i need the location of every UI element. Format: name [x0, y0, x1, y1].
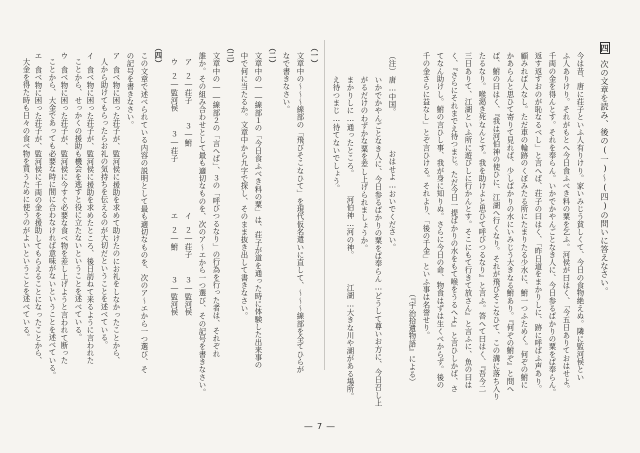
q4-option-u-text: 食べ物に困った荘子が、監河侯に今すぐ必要な食べ物を差し上げようと言われて断った — [60, 66, 69, 365]
passage-line: たるなり。喉渇き死なんとす。我を助けよと思ひて呼びつるなり』と言ふ。答へて曰はく、『吾今二 — [478, 52, 487, 393]
passage-line: く、『さらにそれまでえ待つまじ。ただ今日一提ばかりの水をもて喉をうるへよ』と言ひしかば、さ — [450, 52, 459, 393]
q4-option-e-text: 食べ物に困った荘子が、監河侯に千両の金を援助してもらえることになったことから、 — [34, 66, 43, 365]
passage-line: てなん助けし。鮒の言ひし事、我が身に知りぬ。さらに今日の命、物食はずは生くべからず。後の — [436, 52, 445, 389]
passage-line: 三日ありて、江湖といふ所に遊びしに行かんとす。そこにもて行きて放さん』と言ふに、魚の曰は — [464, 52, 473, 389]
q4-option-a-text: 人から助けてもらったらお礼の気持ちを伝えるのが大切だということを述べている。 — [100, 58, 109, 349]
question-number-box: 四 — [600, 44, 610, 53]
question-4-number: （四） — [154, 44, 163, 67]
passage-line: 今は昔、唐に荘子といふ人有りけり。家いみじう貧しくて、今日の食物絶えぬ。隣に監河侯とい — [576, 52, 585, 381]
q3-option-i-part3: ３―監河侯 — [184, 276, 193, 316]
question-4-text: の記号を書きなさい。 — [126, 52, 135, 129]
source-citation: （『宇治拾遺物語』による） — [408, 290, 417, 386]
q3-option-e-letter: エ — [170, 212, 179, 220]
passage-line: 千の金さらに益なし」とぞ言ひける。それより、「後の千金」といふ事は名誉せり。 — [422, 52, 431, 339]
q3-option-a-part2: ２―荘子 — [184, 72, 193, 105]
question-2-number: （二） — [268, 44, 277, 67]
q4-option-a-text: 食べ物に困った荘子が、監河侯に援助を求めて助けたのにお礼をしなかったことから、 — [112, 66, 121, 365]
question-3-number: （三） — [226, 44, 235, 67]
section-divider — [324, 40, 325, 370]
q4-option-e-text: 大金を得た時も日々の食べ物を買うために使うのがよいということを述べている。 — [22, 58, 31, 342]
question-3-text: 誰か。その組み合わせとして最も適切なものを、次のア～エから一つ選び、その記号を書きなさい。 — [198, 52, 207, 397]
page-number: ― 7 ― — [304, 422, 336, 431]
q3-option-a-part3: ３―鮒 — [184, 122, 193, 147]
note-item: え待つまじ…待てないでしょう。 — [332, 76, 341, 193]
note-item: 河伯神…河の神。 — [346, 196, 355, 259]
question-4-text: この文章で述べられている内容の説明として最も適切なものを、次のア～エから一つ選び、そ — [140, 52, 149, 374]
q3-option-u-part2: ２―監河侯 — [170, 72, 179, 112]
note-item: いかでかやんごとなき人に、今日参るばかりの粟をば奉らん…どうして尊いお方に、今日召し上 — [374, 76, 383, 407]
passage-line: 千両の金を得んとす。それを奉らん。いかでかやんごとなき人に、今日参るばかりの粟をば奉らん。 — [548, 52, 557, 397]
question-1-text: 文章中の～～～線部の「飛びそこなひて」を現代仮名遣いに直して、～～～線部を全てひらが — [296, 52, 305, 374]
note-item: おはせよ…おいでください。 — [388, 150, 397, 252]
notes-label: （注） — [388, 52, 397, 75]
passage-line: かあらんと思ひて寄りて見れば、少しばかりの水にいみじう大きなる鮒あり。『何ぞの鮒ぞ』と問へ — [506, 52, 515, 393]
q3-option-i-letter: イ — [184, 212, 193, 220]
note-item: がるだけのわずかな粟を差し上げられましょうか。 — [360, 76, 369, 252]
q4-option-i-text: 食べ物に困った荘子が、監河侯に援助を求めたところ、後日訪ねて来るように言われた — [86, 66, 95, 365]
question-2-text: 中で何に当たるか。文章中から九字で探し、そのまま抜き出して書きなさい。 — [240, 52, 249, 320]
q3-option-e-part3: ３―監河侯 — [170, 276, 179, 316]
note-item: まかりしに…通ったところ。 — [346, 76, 355, 178]
q3-option-u-part3: ３―荘子 — [170, 130, 179, 163]
q3-option-e-part2: ２―鮒 — [170, 226, 179, 251]
passage-line: 顧みれば人なし。ただ車の輪跡のくぼみたる所にたまりたる少水に、鮒一つふためく。何ぞの鮒に — [520, 52, 529, 389]
q4-option-i-letter: イ — [86, 52, 95, 60]
question-1-text: なで書きなさい。 — [282, 52, 291, 114]
question-1-number: （一） — [310, 44, 319, 67]
note-item: 江湖…大きな川や湖がある場所。 — [346, 284, 355, 401]
q4-option-e-letter: エ — [34, 52, 43, 60]
question-3-text: 文章中の――線部２の「言へば」、３の「呼びつるなり」の行為を行った者は、それぞれ — [212, 52, 221, 358]
question-header — [600, 42, 610, 372]
q3-option-i-part2: ２―荘子 — [184, 226, 193, 259]
q3-option-u-letter: ウ — [170, 58, 179, 66]
q4-option-a-letter: ア — [112, 52, 121, 60]
q4-option-i-text: ことから、せっかくの援助も機会を逃すと役に立たないということを述べている。 — [74, 58, 83, 342]
question-instruction: 次の文章を読み、後の(一)〜(四)の問いに答えなさい。 — [600, 60, 610, 296]
passage-line: ば、鮒の曰はく、『我は河伯神の使ひに、江湖へ行くなり。それが飛びそこなひて、この溝に落ち入り — [492, 52, 501, 401]
question-2-text: 文章中の――線部１の「今日食ふべき料の粟」は、荘子が道を通った時に体験した出来事の — [254, 52, 263, 369]
passage-line: ふ人ありけり。それがもとへ今日食ふべき料の粟を乞ふ。河侯が曰はく、「今五日ありておはせよ。 — [562, 52, 571, 393]
passage-line: 返す返すおのが恥なるべし」と言へば、荘子の曰はく、「昨日道をまかりしに、跡に呼ばふ声あり。 — [534, 52, 543, 393]
q3-option-a-letter: ア — [184, 58, 193, 66]
q4-option-u-text: ことから、大金であっても必要な時に間に合わなければ意味がないということを述べている。 — [48, 58, 57, 380]
q4-option-u-letter: ウ — [60, 52, 69, 60]
note-item: 唐…中国。 — [388, 76, 397, 116]
